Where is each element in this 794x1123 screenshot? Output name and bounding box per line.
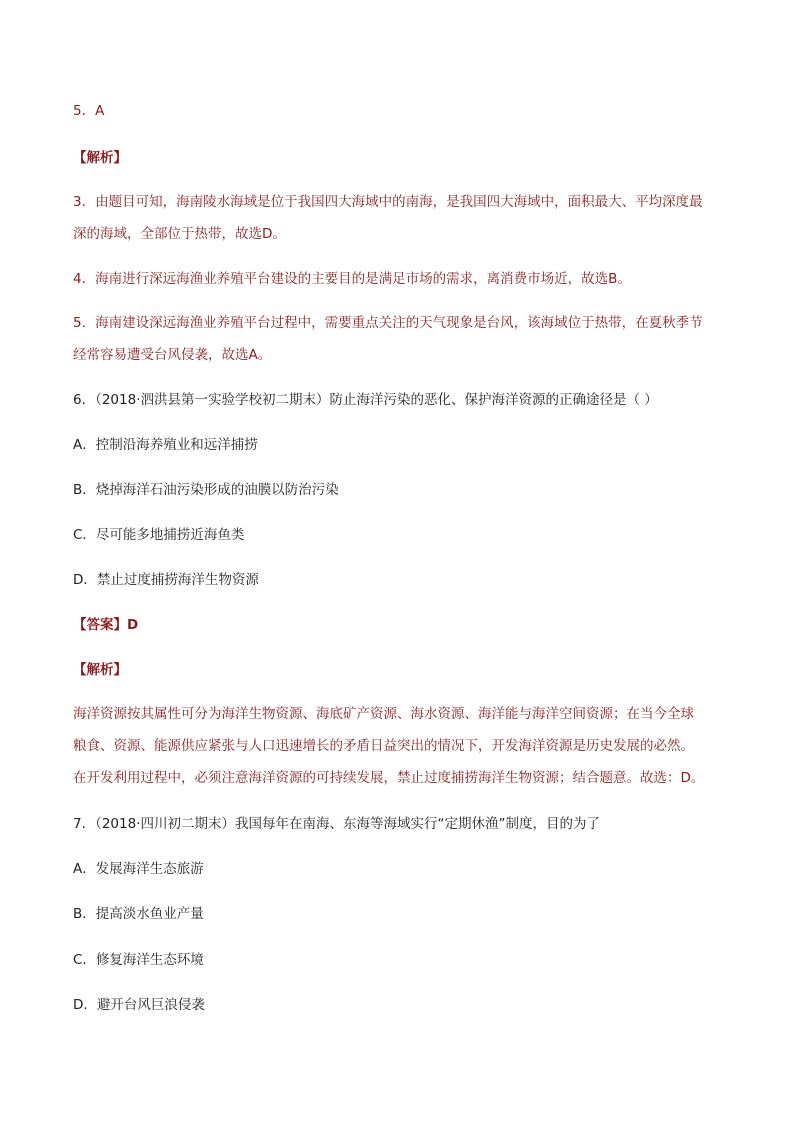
question-6-explanation-label: 【解析】 [73, 662, 127, 678]
explanation-q5-line-1: 5．海南建设深远海渔业养殖平台过程中，需要重点关注的天气现象是台风，该海域位于热带，在夏秋季节 [73, 315, 703, 331]
question-7-option-a: A．发展海洋生态旅游 [73, 861, 204, 877]
answer-q5: 5．A [73, 103, 105, 119]
explanation-label: 【解析】 [73, 150, 127, 166]
question-6-answer: 【答案】D [73, 617, 139, 633]
question-7-option-b: B．提高淡水鱼业产量 [73, 906, 204, 922]
explanation-q5-line-2: 经常容易遭受台风侵袭，故选A。 [73, 347, 272, 363]
question-6-option-c: C．尽可能多地捕捞近海鱼类 [73, 527, 245, 543]
question-6-option-b: B．烧掉海洋石油污染形成的油膜以防治污染 [73, 482, 339, 498]
question-7-stem: 7．（2018·四川初二期末）我国每年在南海、东海等海域实行“定期休渔”制度，目的为了 [73, 816, 600, 832]
question-6-stem: 6．（2018·泗洪县第一实验学校初二期末）防止海洋污染的恶化、保护海洋资源的正确途径是（ ） [73, 392, 658, 408]
explanation-q3-line-1: 3．由题目可知，海南陵水海域是位于我国四大海域中的南海，是我国四大海域中，面积最大、平均深度最 [73, 194, 703, 210]
question-6-explanation-line-1: 海洋资源按其属性可分为海洋生物资源、海底矿产资源、海水资源、海洋能与海洋空间资源；在当今全球 [73, 706, 694, 722]
question-7-option-c: C．修复海洋生态环境 [73, 952, 204, 968]
explanation-q4: 4．海南进行深远海渔业养殖平台建设的主要目的是满足市场的需求，离消费市场近，故选B。 [73, 271, 631, 287]
question-7-option-d: D．避开台风巨浪侵袭 [73, 997, 205, 1013]
question-6-option-a: A．控制沿海养殖业和远洋捕捞 [73, 437, 258, 453]
question-6-explanation-line-2: 粮食、资源、能源供应紧张与人口迅速增长的矛盾日益突出的情况下，开发海洋资源是历史发展的必然。 [73, 738, 694, 754]
question-6-explanation-line-3: 在开发利用过程中，必须注意海洋资源的可持续发展，禁止过度捕捞海洋生物资源；结合题意。故选：D。 [73, 770, 705, 786]
explanation-q3-line-2: 深的海域，全部位于热带，故选D。 [73, 226, 286, 242]
question-6-option-d: D．禁止过度捕捞海洋生物资源 [73, 572, 259, 588]
